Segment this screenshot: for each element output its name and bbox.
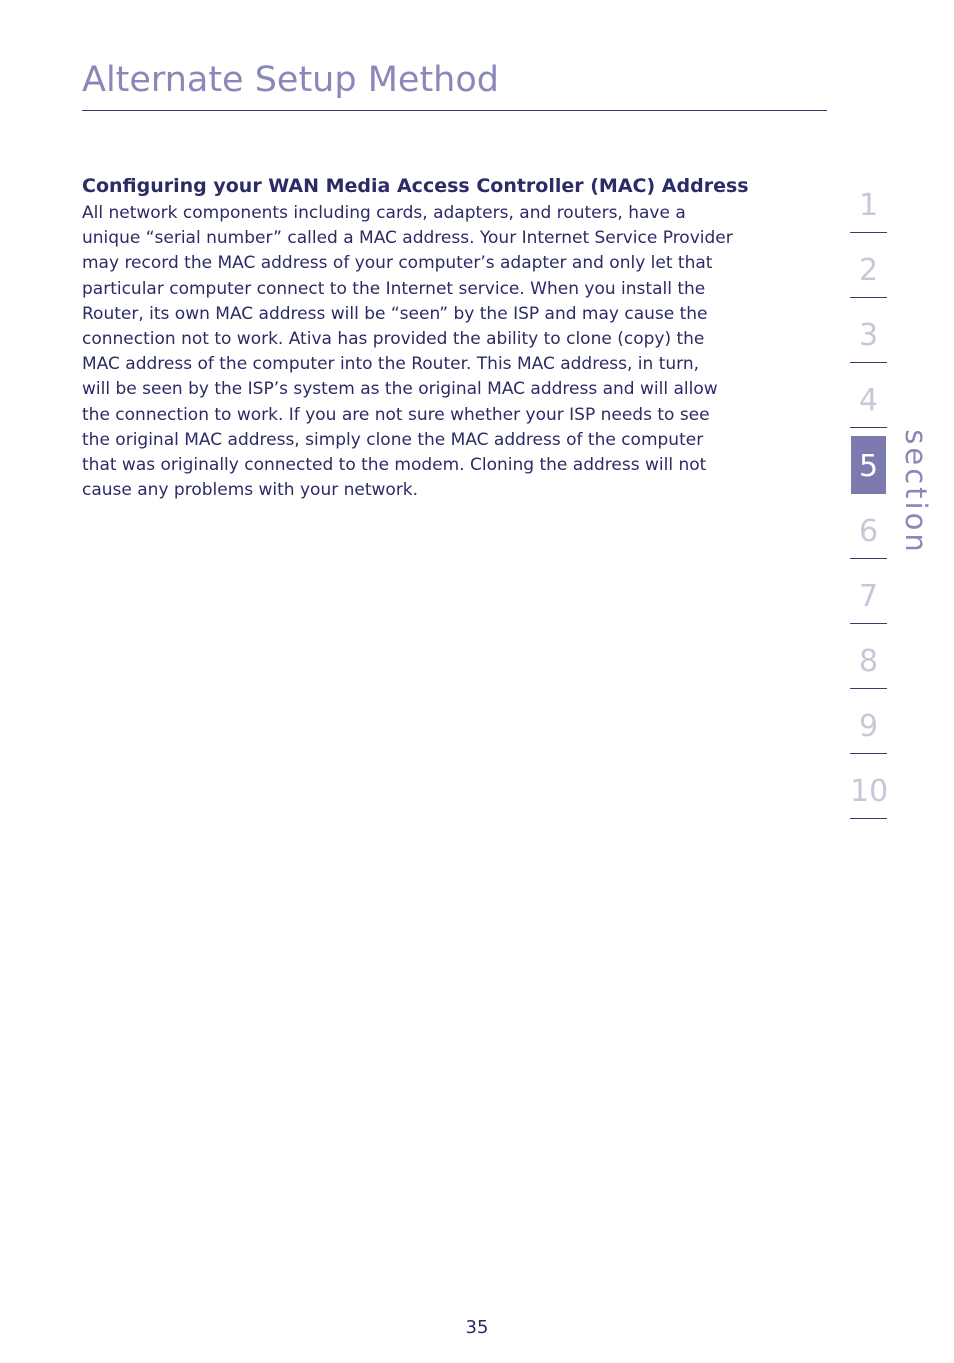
section-number: 8: [858, 644, 879, 679]
page-title: Alternate Setup Method: [82, 60, 499, 100]
body-line: the original MAC address, simply clone the MAC address of the computer: [82, 429, 704, 450]
section-number: 7: [858, 579, 879, 614]
section-number: 4: [858, 383, 879, 418]
section-nav-item-2[interactable]: [850, 233, 887, 298]
section-number: 2: [858, 253, 879, 288]
section-number: 10: [850, 774, 889, 809]
body-line: may record the MAC address of your computer’s adapter and only let that: [82, 253, 713, 274]
section-nav-item-1[interactable]: [850, 168, 887, 233]
section-number: 6: [858, 514, 879, 549]
body-line: particular computer connect to the Internet service. When you install the: [82, 278, 706, 299]
body-line: connection not to work. Ativa has provided the ability to clone (copy) the: [82, 329, 705, 350]
section-nav-item-9[interactable]: [850, 689, 887, 754]
body-line: that was originally connected to the modem. Cloning the address will not: [82, 455, 707, 476]
page-number: 35: [465, 1317, 489, 1338]
body-line: Router, its own MAC address will be “seen” by the ISP and may cause the: [82, 303, 708, 324]
body-line: the connection to work. If you are not sure whether your ISP needs to see: [82, 404, 710, 425]
section-label: section: [899, 429, 933, 555]
section-nav-item-10[interactable]: [850, 754, 887, 819]
body-line: will be seen by the ISP’s system as the original MAC address and will allow: [82, 379, 718, 400]
section-nav-item-6[interactable]: [850, 494, 887, 559]
body-line: All network components including cards, adapters, and routers, have a: [82, 203, 686, 223]
section-number: 5: [858, 449, 879, 484]
body-line: unique “serial number” called a MAC address. Your Internet Service Provider: [82, 228, 733, 249]
section-number: 9: [858, 709, 879, 744]
section-navigation: [850, 168, 887, 819]
section-nav-item-7[interactable]: [850, 559, 887, 624]
header-divider: [82, 110, 827, 111]
body-line: MAC address of the computer into the Router. This MAC address, in turn,: [82, 354, 700, 375]
section-nav-item-8[interactable]: [850, 624, 887, 689]
body-paragraph: [82, 201, 733, 503]
body-line: cause any problems with your network.: [82, 480, 419, 501]
section-nav-item-4[interactable]: [850, 363, 887, 428]
section-heading: Configuring your WAN Media Access Controller (MAC) Address: [82, 175, 749, 197]
section-nav-item-3[interactable]: [850, 298, 887, 363]
section-number: 1: [858, 188, 879, 223]
section-nav-item-5[interactable]: [850, 428, 887, 494]
section-number: 3: [858, 318, 879, 353]
